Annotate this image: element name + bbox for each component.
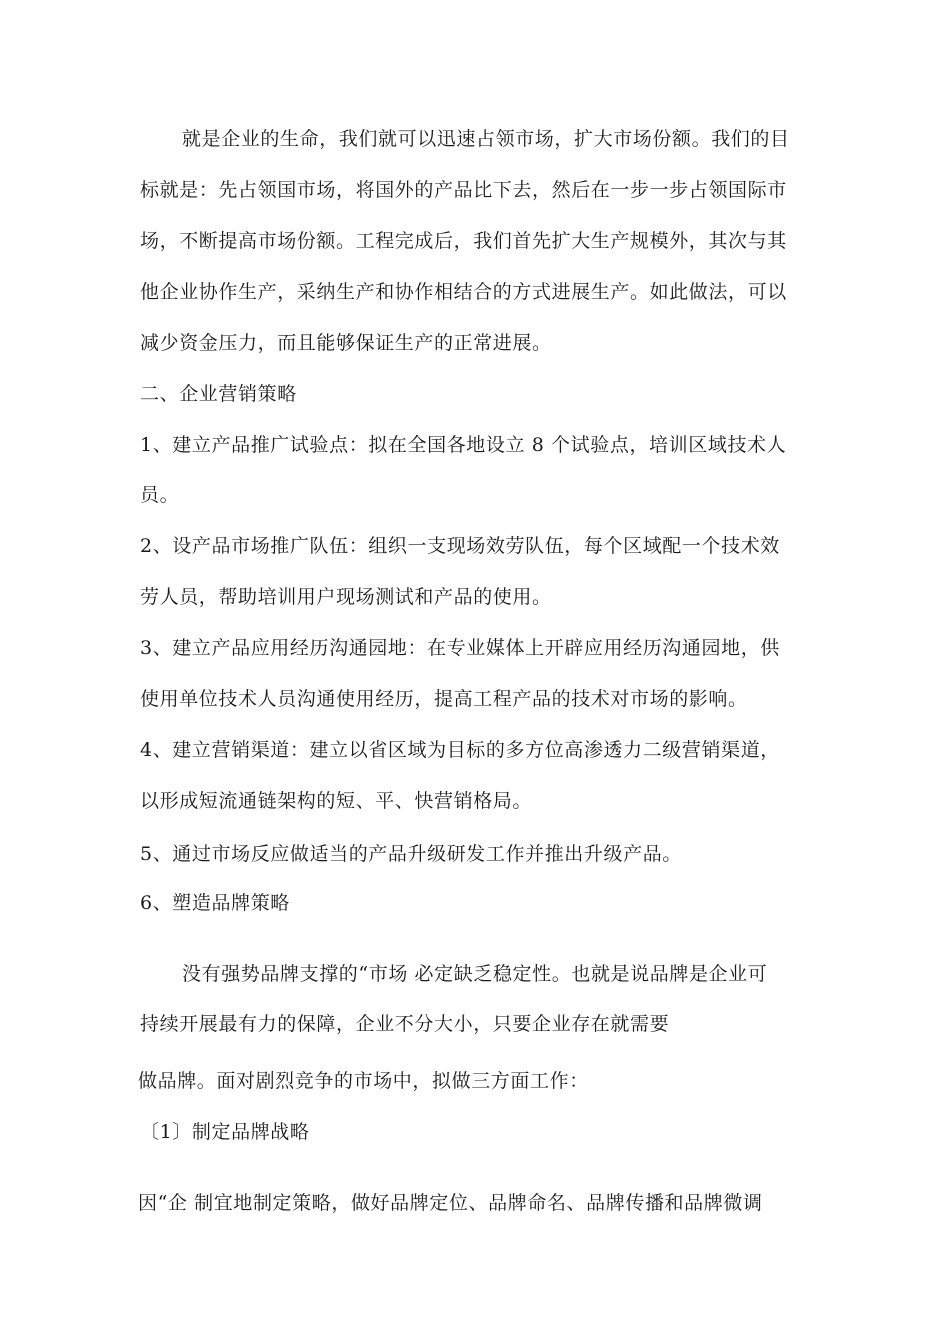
list-item-line: 以形成短流通链架构的短、平、快营销格局。 <box>140 790 533 812</box>
list-item-line: 使用单位技术人员沟通使用经历，提高工程产品的技术对市场的影响。 <box>140 688 748 710</box>
paragraph-line: 没有强势品牌支撑的“市场 必定缺乏稳定性。也就是说品牌是企业可 <box>182 963 768 985</box>
paragraph-line: 他企业协作生产，采纳生产和协作相结合的方式进展生产。如此做法，可以 <box>140 281 787 303</box>
list-item-line: 2、设产品市场推广队伍：组织一支现场效劳队伍，每个区域配一个技术效 <box>140 535 780 557</box>
paragraph-line: 做品牌。面对剧烈竞争的市场中，拟做三方面工作： <box>138 1070 589 1092</box>
section-heading: 二、企业营销策略 <box>140 383 297 405</box>
sub-item-heading: 〔1〕制定品牌战略 <box>140 1121 310 1143</box>
paragraph-line: 持续开展最有力的保障，企业不分大小，只要企业存在就需要 <box>140 1013 670 1035</box>
list-item-line: 员。 <box>140 484 180 506</box>
paragraph-line: 场，不断提高市场份额。工程完成后，我们首先扩大生产规模外，其次与其 <box>140 230 787 252</box>
list-item-line: 劳人员，帮助培训用户现场测试和产品的使用。 <box>140 586 552 608</box>
list-item-line: 3、建立产品应用经历沟通园地：在专业媒体上开辟应用经历沟通园地，供 <box>140 637 780 659</box>
paragraph-line: 减少资金压力，而且能够保证生产的正常进展。 <box>140 332 552 354</box>
list-item-line: 5、通过市场反应做适当的产品升级研发工作并推出升级产品。 <box>140 843 682 865</box>
list-item-line: 4、建立营销渠道：建立以省区域为目标的多方位高渗透力二级营销渠道， <box>140 739 780 761</box>
paragraph-line: 就是企业的生命，我们就可以迅速占领市场，扩大市场份额。我们的目 <box>182 128 790 150</box>
list-item-line: 6、塑造品牌策略 <box>140 892 290 914</box>
list-item-line: 1、建立产品推广试验点：拟在全国各地设立 8 个试验点，培训区域技术人 <box>140 434 787 456</box>
paragraph-line: 标就是：先占领国市场，将国外的产品比下去，然后在一步一步占领国际市 <box>140 179 787 201</box>
paragraph-line: 因“企 制宜地制定策略，做好品牌定位、品牌命名、品牌传播和品牌微调 <box>138 1192 763 1214</box>
